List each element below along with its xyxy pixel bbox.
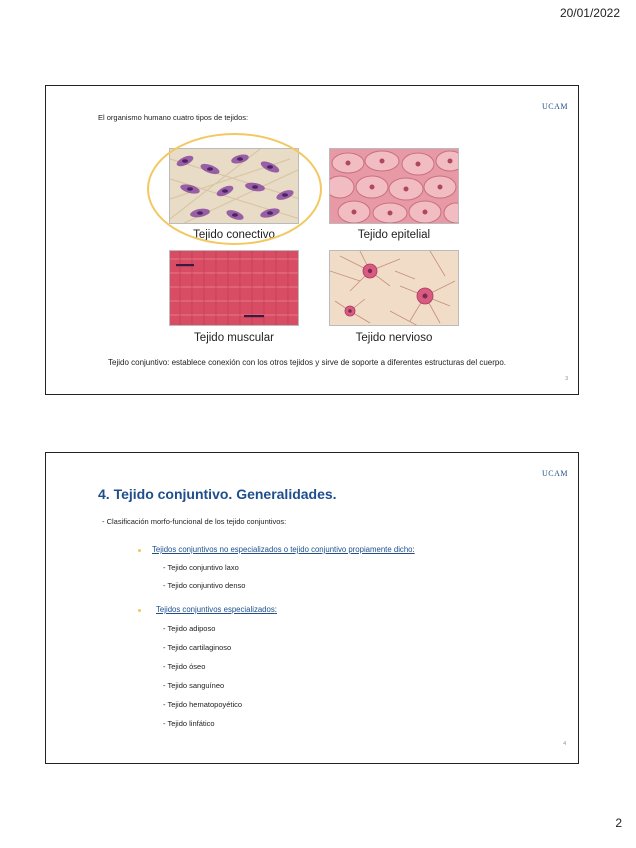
slide-title: 4. Tejido conjuntivo. Generalidades.	[98, 486, 337, 502]
category-specialized: Tejidos conjuntivos especializados:	[156, 605, 277, 614]
tile-label-muscle: Tejido muscular	[194, 332, 274, 344]
epithelial-tissue-image	[329, 148, 459, 224]
tile-label-nervous: Tejido nervioso	[355, 332, 433, 344]
list-item: - Tejido hematopoyético	[163, 700, 243, 709]
list-item: - Tejido conjuntivo denso	[163, 581, 246, 590]
ucam-logo: UCAM	[541, 469, 568, 478]
print-date: 20/01/2022	[559, 6, 620, 20]
list-item: - Tejido adiposo	[163, 624, 216, 633]
tile-label-connective: Tejido conectivo	[193, 229, 275, 241]
bullet-icon	[138, 549, 141, 552]
slide-subtitle: - Clasificación morfo-funcional de los tejido conjuntivos:	[102, 517, 287, 526]
muscle-tissue-image	[169, 250, 299, 326]
slide-caption: Tejido conjuntivo: establece conexión con los otros tejidos y sirve de soporte a diferentes estructuras del cuerpo.	[108, 358, 506, 367]
list-item: - Tejido sanguíneo	[163, 681, 225, 690]
category-non-specialized: Tejidos conjuntivos no especializados o tejido conjuntivo propiamente dicho:	[152, 545, 415, 554]
list-item: - Tejido conjuntivo laxo	[163, 563, 239, 572]
page-number: 2	[615, 816, 622, 830]
slide-number: 3	[565, 376, 568, 382]
list-item: - Tejido linfático	[163, 719, 215, 728]
list-item: - Tejido óseo	[163, 662, 206, 671]
bullet-icon	[138, 609, 141, 612]
slide-4	[45, 452, 579, 764]
slide-intro-text: El organismo humano cuatro tipos de tejidos:	[98, 113, 249, 122]
nervous-tissue-image	[329, 250, 459, 326]
list-item: - Tejido cartilaginoso	[163, 643, 232, 652]
ucam-logo: UCAM	[541, 102, 568, 111]
connective-tissue-image	[169, 148, 299, 224]
slide-3	[45, 85, 579, 395]
tile-label-epithelial: Tejido epitelial	[357, 229, 431, 241]
slide-number: 4	[563, 741, 566, 747]
